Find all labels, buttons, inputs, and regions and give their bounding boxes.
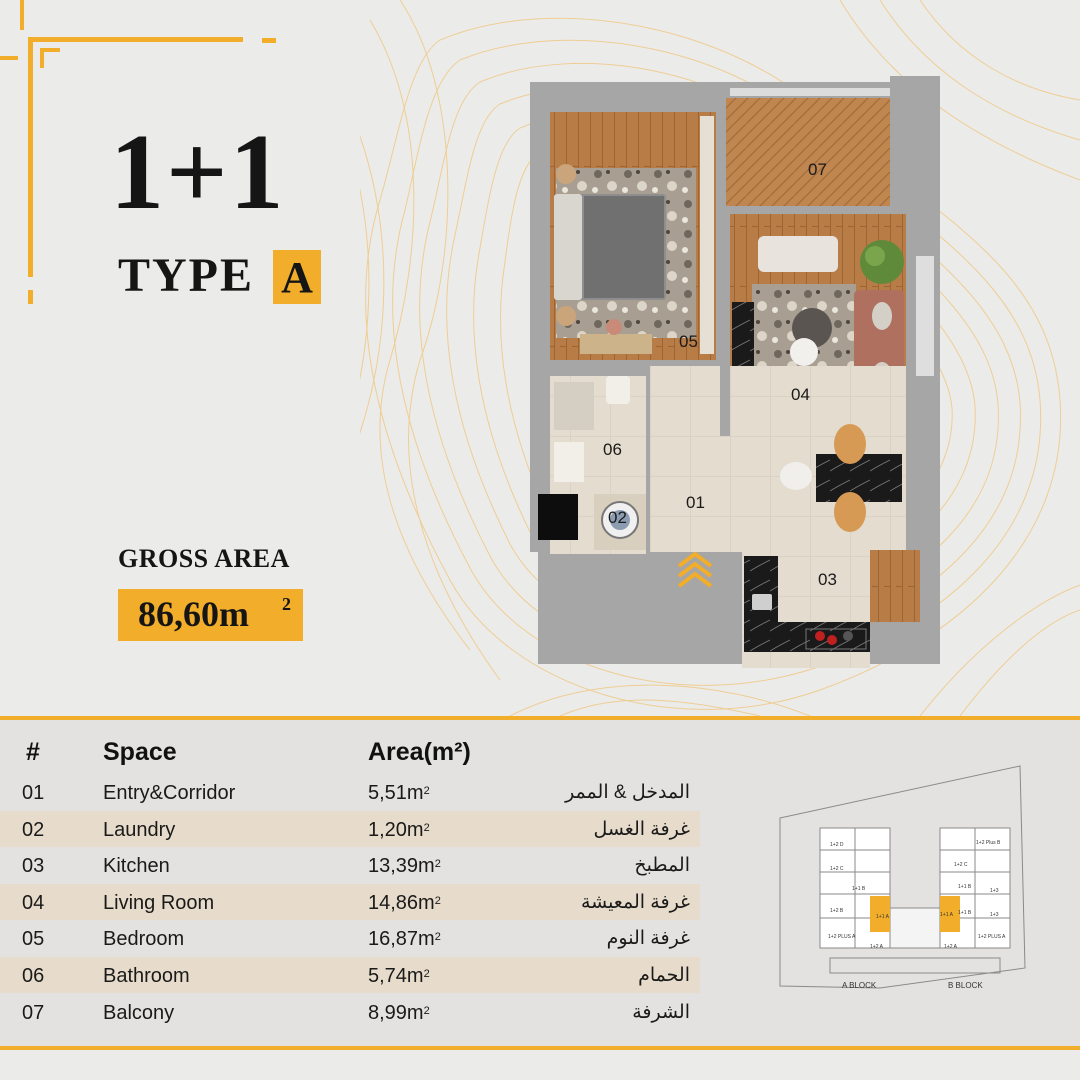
site-plan-unit-label: 1+2 B [830,908,844,914]
room-label-02: 02 [608,508,627,527]
type-letter-badge: A [273,250,321,304]
row-space: Kitchen [103,855,170,877]
room-label-01: 01 [686,493,705,512]
row-space: Laundry [103,819,176,841]
row-area [368,891,441,915]
site-plan-unit-label: 1+2 A [870,944,883,950]
row-number: 05 [22,928,45,950]
row-area-value: 1,20m [368,819,424,841]
row-space: Entry&Corridor [103,782,236,804]
row-area-value: 13,39m [368,855,435,877]
type-label: TYPE [118,249,255,302]
header-area: Area(m²) [368,738,471,766]
corner-frame-outer-top [20,0,24,30]
row-space-arabic: المدخل & الممر [565,782,690,803]
row-area [368,927,441,951]
row-area [368,1001,430,1025]
site-plan-unit-label: 1+2 A [944,944,957,950]
row-space: Living Room [103,892,215,914]
row-area-value: 14,86m [368,892,435,914]
row-area [368,818,430,842]
row-space-arabic: غرفة النوم [606,928,690,949]
row-space-arabic: غرفة الغسل [593,819,690,840]
gross-area-value: 86,60m [138,594,249,634]
site-plan-unit-label: 1+2 C [954,862,968,868]
row-space: Bedroom [103,928,185,950]
row-number: 03 [22,855,45,877]
corner-frame-inner-left [40,48,44,68]
row-space-arabic: الحمام [638,965,690,986]
corner-frame-top [28,37,243,42]
row-area-unit-sup: 2 [434,895,441,907]
row-area [368,964,430,988]
chevron-up-double-icon [676,552,714,588]
gross-area-label: GROSS AREA [118,544,290,573]
site-plan-unit-label: 1+2 Plus B [976,840,1001,846]
row-area-unit-sup: 2 [423,968,430,980]
site-plan-unit-label: 1+1 B [852,886,866,892]
site-plan-unit-label: 1+1 B [958,910,972,916]
row-space-arabic: الشرفة [632,1002,690,1023]
site-plan-unit-label: 1+1 B [958,884,972,890]
row-space: Bathroom [103,965,190,987]
room-label-07: 07 [808,160,827,179]
floor-plan [530,76,950,676]
corner-frame-dash-v [28,290,33,304]
room-label-03: 03 [818,570,837,589]
row-number: 02 [22,819,45,841]
site-plan-unit-label: 1+1 A [940,912,953,918]
site-plan-b-block-label: B BLOCK [948,981,983,990]
row-area-value: 5,51m [368,782,424,804]
room-label-05: 05 [679,332,698,351]
row-area-unit-sup: 2 [423,785,430,797]
row-area-unit-sup: 2 [434,858,441,870]
row-number: 06 [22,965,45,987]
header-number: # [26,738,40,766]
room-label-04: 04 [791,385,810,404]
row-number: 01 [22,782,45,804]
corner-frame-dash-h [262,38,276,43]
row-area-value: 16,87m [368,928,435,950]
row-number: 07 [22,1002,45,1024]
corner-frame-left [28,37,33,277]
row-area-unit-sup: 2 [434,931,441,943]
table-bottom-rule [0,1046,1080,1050]
gross-area-unit-sup: 2 [282,594,291,614]
row-space-arabic: غرفة المعيشة [580,892,690,913]
site-plan-a-block-label: A BLOCK [842,981,877,990]
row-space: Balcony [103,1002,175,1024]
room-label-06: 06 [603,440,622,459]
row-area-value: 5,74m [368,965,424,987]
site-plan-map [770,758,1060,998]
corner-frame-outer-left [0,56,18,60]
site-plan-unit-label: 1+3 [990,888,999,894]
header-space: Space [103,738,177,766]
site-plan-unit-label: 1+3 [990,912,999,918]
site-plan-unit-label: 1+2 PLUS A [978,934,1006,940]
site-plan-unit-label: 1+2 D [830,842,844,848]
row-area [368,781,430,805]
row-number: 04 [22,892,45,914]
row-area-unit-sup: 2 [423,1005,430,1017]
row-area-value: 8,99m [368,1002,424,1024]
row-space-arabic: المطبخ [634,855,690,876]
site-plan-unit-label: 1+1 A [876,914,889,920]
unit-type-title: 1+1 [110,113,286,232]
row-area-unit-sup: 2 [423,822,430,834]
site-plan-unit-label: 1+2 C [830,866,844,872]
row-area [368,854,441,878]
site-plan-unit-label: 1+2 PLUS A [828,934,856,940]
